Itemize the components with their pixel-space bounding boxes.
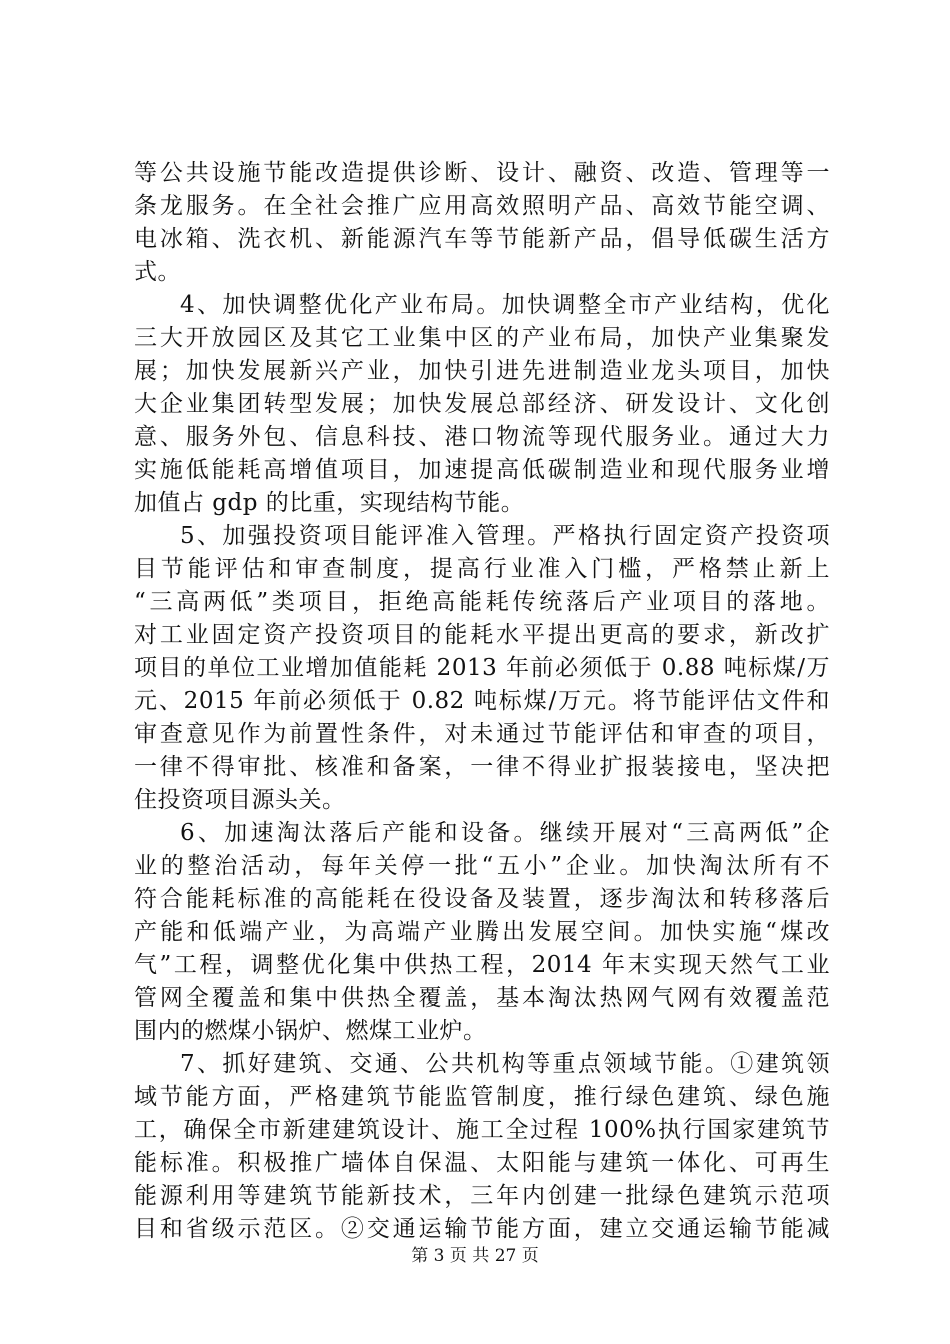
- text-line: “三高两低”类项目，拒绝高能耗传统落后产业项目的落地。: [134, 589, 830, 615]
- body-text: [134, 157, 830, 1246]
- page-footer: 第 3 页 共 27 页: [411, 1246, 539, 1266]
- text-line: 气”工程，调整优化集中供热工程，2014 年末实现天然气工业: [134, 952, 830, 978]
- text-line: 三大开放园区及其它工业集中区的产业布局，加快产业集聚发: [134, 325, 830, 351]
- text-line: 元、2015 年前必须低于 0.82 吨标煤/万元。将节能评估文件和: [134, 688, 830, 714]
- text-line: 符合能耗标准的高能耗在役设备及装置，逐步淘汰和转移落后: [134, 886, 830, 912]
- text-line: 项目的单位工业增加值能耗 2013 年前必须低于 0.88 吨标煤/万: [134, 655, 830, 681]
- text-line: 业的整治活动，每年关停一批“五小”企业。加快淘汰所有不: [134, 853, 830, 879]
- text-line: 一律不得审批、核准和备案，一律不得业扩报装接电，坚决把: [134, 754, 830, 780]
- text-line: 审查意见作为前置性条件，对未通过节能评估和审查的项目，: [134, 721, 830, 747]
- text-line: 目和省级示范区。②交通运输节能方面，建立交通运输节能减: [134, 1216, 830, 1242]
- text-line: 域节能方面，严格建筑节能监管制度，推行绿色建筑、绿色施: [134, 1084, 830, 1110]
- text-line: 实施低能耗高增值项目，加速提高低碳制造业和现代服务业增: [134, 457, 830, 483]
- text-line: 能源利用等建筑节能新技术，三年内创建一批绿色建筑示范项: [134, 1183, 830, 1209]
- text-line: 工，确保全市新建建筑设计、施工全过程 100%执行国家建筑节: [134, 1117, 830, 1143]
- text-line: 住投资项目源头关。: [134, 787, 346, 813]
- text-line: 意、服务外包、信息科技、港口物流等现代服务业。通过大力: [134, 424, 830, 450]
- text-line: 能标准。积极推广墙体自保温、太阳能与建筑一体化、可再生: [134, 1150, 830, 1176]
- paragraph-5-first-line: 5、加强投资项目能评准入管理。严格执行固定资产投资项: [180, 523, 830, 549]
- text-line: 条龙服务。在全社会推广应用高效照明产品、高效节能空调、: [134, 193, 830, 219]
- text-line: 管网全覆盖和集中供热全覆盖，基本淘汰热网气网有效覆盖范: [134, 985, 830, 1011]
- text-line: 目节能评估和审查制度，提高行业准入门槛，严格禁止新上: [134, 556, 830, 582]
- text-line: 大企业集团转型发展；加快发展总部经济、研发设计、文化创: [134, 391, 830, 417]
- paragraph-4-first-line: 4、加快调整优化产业布局。加快调整全市产业结构，优化: [180, 292, 830, 318]
- text-line: 产能和低端产业，为高端产业腾出发展空间。加快实施“煤改: [134, 919, 830, 945]
- text-line: 展；加快发展新兴产业，加快引进先进制造业龙头项目，加快: [134, 358, 830, 384]
- text-line: 式。: [134, 259, 181, 285]
- paragraph-7-first-line: 7、抓好建筑、交通、公共机构等重点领域节能。①建筑领: [180, 1051, 830, 1077]
- text-line: 等公共设施节能改造提供诊断、设计、融资、改造、管理等一: [134, 160, 830, 186]
- text-line: 加值占 gdp 的比重，实现结构节能。: [134, 490, 525, 516]
- paragraph-6-first-line: 6、加速淘汰落后产能和设备。继续开展对“三高两低”企: [180, 820, 830, 846]
- text-line: 对工业固定资产投资项目的能耗水平提出更高的要求，新改扩: [134, 622, 830, 648]
- text-line: 围内的燃煤小锅炉、燃煤工业炉。: [134, 1018, 487, 1044]
- text-line: 电冰箱、洗衣机、新能源汽车等节能新产品，倡导低碳生活方: [134, 226, 830, 252]
